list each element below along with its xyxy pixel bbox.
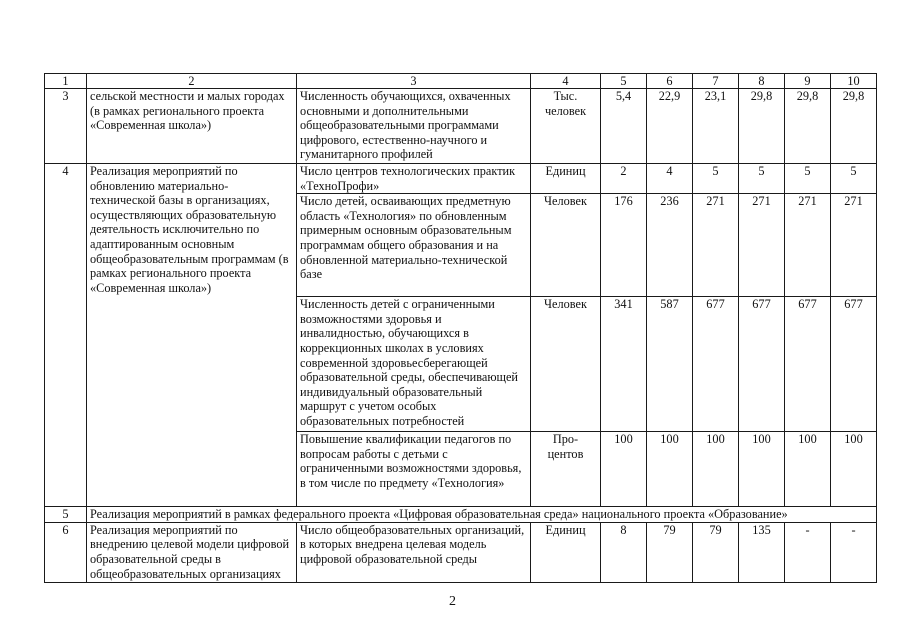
table-row (45, 164, 877, 194)
unit-cell: Единиц (531, 164, 601, 194)
value-cell: 176 (601, 194, 647, 297)
value-cell: 677 (739, 297, 785, 432)
value-cell: 23,1 (693, 89, 739, 164)
value-cell: 29,8 (831, 89, 877, 164)
column-number: 5 (601, 74, 647, 89)
value-cell: 5 (739, 164, 785, 194)
value-cell: 79 (693, 522, 739, 582)
column-number: 4 (531, 74, 601, 89)
value-cell: 271 (831, 194, 877, 297)
value-cell: 4 (647, 164, 693, 194)
value-cell: 236 (647, 194, 693, 297)
section-title: Реализация мероприятий в рамках федерального проекта «Цифровая образовательная среда» национального проекта «Образование» (87, 507, 877, 523)
value-cell: 5 (785, 164, 831, 194)
table-row (45, 89, 877, 164)
column-number: 9 (785, 74, 831, 89)
value-cell: 587 (647, 297, 693, 432)
value-cell: 2 (601, 164, 647, 194)
value-cell: 79 (647, 522, 693, 582)
column-number: 6 (647, 74, 693, 89)
column-number: 10 (831, 74, 877, 89)
unit-cell: Тыс. человек (531, 89, 601, 164)
indicator-cell: Число центров технологических практик «ТехноПрофи» (297, 164, 531, 194)
value-cell: 271 (739, 194, 785, 297)
indicator-cell: Число общеобразовательных организаций, в которых внедрена целевая модель цифровой образовательной среды (297, 522, 531, 582)
value-cell: 677 (785, 297, 831, 432)
value-cell: 5 (693, 164, 739, 194)
value-cell: - (831, 522, 877, 582)
column-numbering-row (45, 74, 877, 89)
value-cell: - (785, 522, 831, 582)
value-cell: 677 (693, 297, 739, 432)
unit-cell: Человек (531, 297, 601, 432)
value-cell: 100 (693, 432, 739, 507)
value-cell: 271 (693, 194, 739, 297)
row-number: 5 (45, 507, 87, 523)
indicator-cell: Повышение квалификации педагогов по вопросам работы с детьми с ограниченными возможностями здоровья, в том числе по предмету «Технология» (297, 432, 531, 507)
value-cell: 100 (601, 432, 647, 507)
column-number: 3 (297, 74, 531, 89)
value-cell: 100 (647, 432, 693, 507)
table-row (45, 522, 877, 582)
page-number: 2 (449, 594, 456, 609)
value-cell: 29,8 (739, 89, 785, 164)
indicator-cell: Численность детей с ограниченными возможностями здоровья и инвалидностью, обучающихся в коррекционных школах в условиях современной здоровьесберегающей образовательной среды, обеспечивающей индивидуальный образовательный маршрут с учетом особых образовательных потребностей (297, 297, 531, 432)
event-cell: сельской местности и малых городах (в рамках регионального проекта «Современная школа») (87, 89, 297, 164)
value-cell: 135 (739, 522, 785, 582)
unit-cell: Человек (531, 194, 601, 297)
value-cell: 29,8 (785, 89, 831, 164)
value-cell: 677 (831, 297, 877, 432)
unit-cell: Про-центов (531, 432, 601, 507)
value-cell: 341 (601, 297, 647, 432)
value-cell: 22,9 (647, 89, 693, 164)
column-number: 1 (45, 74, 87, 89)
value-cell: 100 (785, 432, 831, 507)
section-row (45, 507, 877, 523)
column-number: 7 (693, 74, 739, 89)
value-cell: 100 (739, 432, 785, 507)
column-number: 8 (739, 74, 785, 89)
value-cell: 5 (831, 164, 877, 194)
indicators-table (44, 73, 877, 583)
unit-cell: Единиц (531, 522, 601, 582)
value-cell: 8 (601, 522, 647, 582)
indicator-cell: Число детей, осваивающих предметную область «Технология» по обновленным примерным основным образовательным программам общего образования и на обновленной материально-технической базе (297, 194, 531, 297)
row-number: 6 (45, 522, 87, 582)
value-cell: 271 (785, 194, 831, 297)
event-cell: Реализация мероприятий по обновлению материально-технической базы в организациях, осуществляющих образовательную деятельность исключительно по адаптированным основным общеобразовательным программам (в рамках регионального проекта «Современная школа») (87, 164, 297, 507)
value-cell: 5,4 (601, 89, 647, 164)
row-number: 3 (45, 89, 87, 164)
value-cell: 100 (831, 432, 877, 507)
event-cell: Реализация мероприятий по внедрению целевой модели цифровой образовательной среды в общеобразовательных организациях (87, 522, 297, 582)
row-number: 4 (45, 164, 87, 507)
indicator-cell: Численность обучающихся, охваченных основными и дополнительными общеобразовательными программами цифрового, естественно-научного и гуманитарного профилей (297, 89, 531, 164)
column-number: 2 (87, 74, 297, 89)
